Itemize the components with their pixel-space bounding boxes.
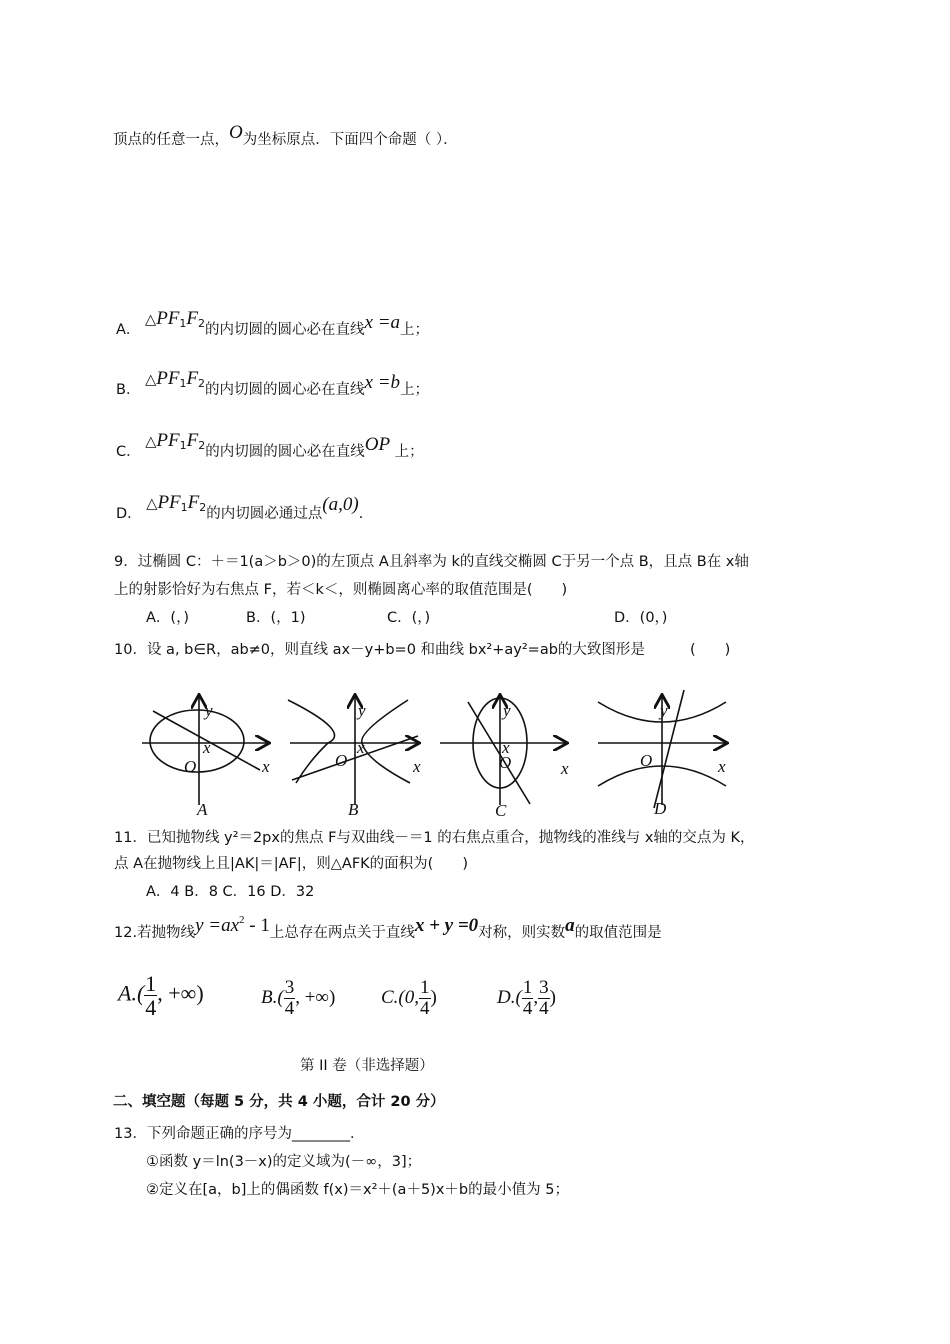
graph-a-x-label: x: [262, 757, 270, 776]
option-label: C.(0,: [381, 986, 419, 1008]
curve-expr: y =ax: [195, 915, 239, 936]
option-rest: , +∞): [157, 980, 204, 1006]
graph-b-y-label: y: [358, 701, 366, 720]
denominator: 4: [522, 997, 533, 1019]
option-rest: ): [430, 986, 437, 1008]
q12-option-c: [381, 978, 437, 1019]
curve-exponent: 2: [239, 914, 245, 926]
math-f: F: [187, 492, 200, 513]
option-rest: , +∞): [295, 986, 336, 1008]
section-heading: 二、填空题（每题 5 分，共 4 小题，合计 20 分）: [113, 1094, 445, 1110]
intro-rest: 为坐标原点．下面四个命题（ ）．: [242, 132, 458, 148]
q12-mid2: 对称，则实数: [478, 925, 566, 941]
triangle-symbol: △: [145, 372, 157, 388]
graph-b-label: B: [348, 800, 359, 819]
q8-option-a: [116, 308, 430, 340]
q9-line-2: 上的射影恰好为右焦点 F，若＜k＜，则椭圆离心率的取值范围是( ): [114, 582, 568, 598]
q12-mid: 上总存在两点关于直线: [269, 925, 415, 941]
graph-c-y-label: y: [503, 701, 511, 720]
numerator: 1: [145, 971, 157, 996]
option-label: D.(: [497, 986, 522, 1008]
math-sub: 1: [179, 439, 187, 452]
q12-line-expr: x + y =0: [414, 915, 479, 936]
triangle-symbol: △: [145, 434, 157, 450]
q9-option-d: D．(0，): [614, 610, 668, 626]
option-tail: .: [358, 506, 364, 522]
q9-option-c: C．(，): [387, 610, 431, 626]
curve-tail: - 1: [244, 915, 270, 936]
q12-line: [114, 914, 662, 943]
graph-b-x-inner: x: [357, 738, 365, 757]
numerator: 1: [522, 977, 533, 998]
graph-a-y-label: y: [205, 701, 213, 720]
q11-line-2: 点 A在抛物线上且|AK|＝|AF|，则△AFK的面积为( ): [114, 856, 468, 872]
denominator: 4: [145, 995, 157, 1021]
intro-line: [113, 122, 458, 150]
q10-graphs: [0, 680, 950, 825]
math-pf: PF: [157, 492, 181, 513]
option-label: A．: [116, 322, 141, 338]
graph-d-y-label: y: [660, 701, 668, 720]
option-label: C．: [116, 444, 141, 460]
math-sub: 2: [198, 317, 206, 330]
q11-options: A．4 B．8 C．16 D．32: [146, 884, 315, 900]
q9-option-b: B．(，1): [246, 610, 306, 626]
q8-option-c: [116, 430, 424, 462]
q10-text: 10．设 a, b∈R，ab≠0，则直线 ax－y+b=0 和曲线 bx²+ay²=ab的大致图形是: [114, 642, 645, 658]
math-sub: 1: [180, 501, 188, 514]
graph-a-origin: O: [184, 757, 197, 776]
q12-option-b: [261, 978, 335, 1019]
numerator: 1: [420, 977, 430, 998]
graph-d-label: D: [654, 799, 667, 818]
origin-symbol: O: [229, 122, 243, 143]
triangle-symbol: △: [145, 312, 157, 328]
numerator: 3: [539, 977, 549, 998]
q13-text: 13．下列命题正确的序号为________．: [114, 1126, 365, 1142]
option-mid: ,: [533, 986, 539, 1008]
graph-c-x-inner: x: [502, 738, 510, 757]
q13-item-2: ②定义在[a，b]上的偶函数 f(x)＝x²＋(a＋5)x＋b的最小值为 5；: [146, 1182, 569, 1198]
q8-option-d: [116, 492, 364, 524]
option-tail: 上；: [400, 382, 430, 398]
graph-c-label: C: [495, 801, 507, 820]
math-expr: (a,0): [322, 494, 359, 515]
graph-b-origin: O: [335, 751, 348, 770]
q12-curve: [195, 915, 270, 936]
denominator: 4: [539, 997, 549, 1019]
math-f: F: [186, 368, 199, 389]
q9-option-a: A．(，): [146, 610, 189, 626]
q12-prefix: 12.若抛物线: [114, 925, 196, 941]
q12-tail: 的取值范围是: [574, 925, 662, 941]
q9-line-1: 9．过椭圆 C：＋＝1(a＞b＞0)的左顶点 A且斜率为 k的直线交椭圆 C于另一个点 B，且点 B在 x轴: [114, 554, 749, 570]
option-label: B.(: [261, 986, 284, 1008]
q13-item-1: ①函数 y＝ln(3－x)的定义域为(－∞，3]；: [146, 1154, 422, 1170]
math-sub: 2: [199, 501, 207, 514]
q12-option-d: [497, 978, 556, 1019]
q12-var: a: [565, 915, 575, 936]
option-label: B．: [116, 382, 141, 398]
option-text: 的内切圆的圆心必在直线: [205, 382, 365, 398]
option-text: 的内切圆的圆心必在直线: [205, 444, 365, 460]
denominator: 4: [284, 997, 295, 1019]
option-label: A.(: [118, 980, 145, 1006]
graph-b: [288, 696, 418, 805]
graph-c-origin: O: [499, 753, 512, 772]
math-f: F: [186, 430, 199, 451]
math-sub: 2: [198, 377, 206, 390]
triangle-symbol: △: [146, 496, 158, 512]
math-sub: 1: [179, 317, 187, 330]
option-tail: 上；: [400, 322, 430, 338]
math-pf: PF: [156, 368, 180, 389]
intro-text: 顶点的任意一点，: [113, 132, 229, 148]
math-sub: 1: [179, 377, 187, 390]
math-pf: PF: [156, 430, 180, 451]
numerator: 3: [284, 977, 295, 998]
q8-option-b: [116, 368, 430, 400]
q10-paren: ( ): [690, 642, 731, 658]
graph-d-x-label: x: [718, 757, 726, 776]
graph-c-x-label: x: [561, 759, 569, 778]
math-pf: PF: [156, 308, 180, 329]
math-expr: x =b: [364, 372, 401, 393]
q11-line-1: 11．已知抛物线 y²＝2px的焦点 F与双曲线－＝1 的右焦点重合，抛物线的准线与 x轴的交点为 K，: [114, 830, 755, 846]
graph-b-x-label: x: [413, 757, 421, 776]
math-expr: x =a: [364, 312, 401, 333]
graph-a-label: A: [197, 800, 208, 819]
option-text: 的内切圆的圆心必在直线: [205, 322, 365, 338]
graph-d-origin: O: [640, 751, 653, 770]
q12-option-a: [118, 972, 204, 1019]
option-text: 的内切圆必通过点: [206, 506, 323, 522]
option-tail: 上；: [394, 444, 424, 460]
math-f: F: [186, 308, 199, 329]
option-rest: ): [549, 986, 556, 1008]
graph-a-x-inner: x: [203, 738, 211, 757]
denominator: 4: [420, 997, 430, 1019]
math-sub: 2: [198, 439, 206, 452]
math-expr: OP: [364, 434, 391, 455]
option-label: D．: [116, 506, 142, 522]
volume-title: 第 II 卷（非选择题）: [300, 1058, 434, 1074]
